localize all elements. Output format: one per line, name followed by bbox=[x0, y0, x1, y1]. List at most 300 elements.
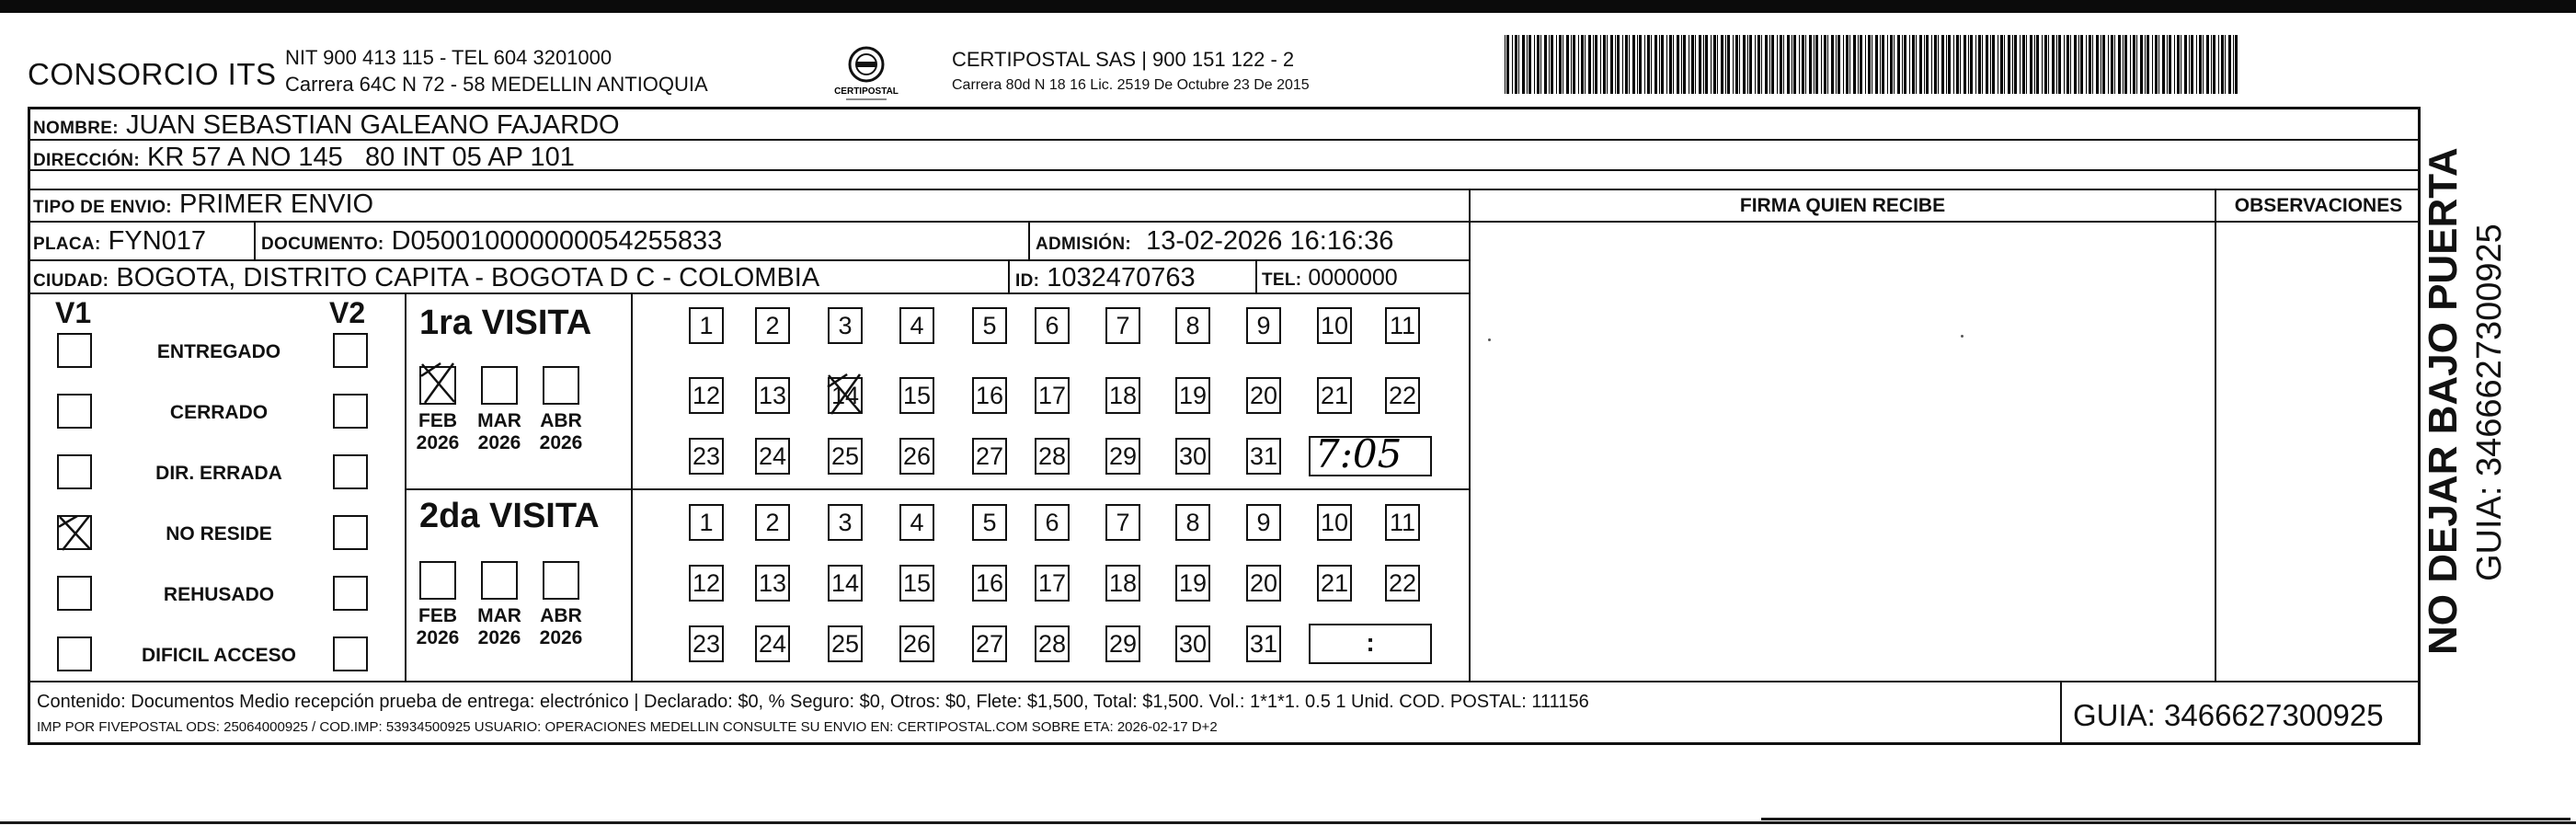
ciudad-value: BOGOTA, DISTRITO CAPITA - BOGOTA D C - COLOMBIA bbox=[116, 263, 820, 292]
second-visit-day: 14 bbox=[828, 565, 863, 602]
barcode-bar bbox=[1581, 35, 1584, 94]
certipostal-logo-icon bbox=[833, 42, 899, 105]
barcode-bar bbox=[2158, 35, 2159, 94]
barcode-bar bbox=[2130, 35, 2131, 94]
barcode-bar bbox=[1777, 35, 1778, 94]
barcode-bar bbox=[1890, 35, 1893, 94]
side-guia-number: GUIA: 3466627300925 bbox=[2470, 224, 2509, 581]
barcode-bar bbox=[2044, 35, 2047, 94]
barcode-bar bbox=[1849, 35, 1850, 94]
nombre-value: JUAN SEBASTIAN GALEANO FAJARDO bbox=[125, 110, 620, 140]
tipo-row bbox=[33, 191, 373, 218]
v1-checkbox bbox=[57, 454, 92, 489]
barcode-bar bbox=[1897, 35, 1900, 94]
barcode-bar bbox=[1882, 35, 1884, 94]
barcode-bar bbox=[1968, 35, 1969, 94]
bottom-rule-right bbox=[1761, 818, 2570, 820]
second-visit-day: 1 bbox=[689, 504, 724, 541]
barcode-bar bbox=[2225, 35, 2226, 94]
month-checkbox bbox=[419, 366, 456, 405]
barcode-bar bbox=[1659, 35, 1660, 94]
barcode-bar bbox=[1838, 35, 1840, 94]
barcode-bar bbox=[1771, 35, 1774, 94]
second-visit-day: 16 bbox=[972, 565, 1007, 602]
second-visit-day: 15 bbox=[899, 565, 934, 602]
barcode-bar bbox=[2133, 35, 2135, 94]
v2-checkbox bbox=[333, 333, 368, 368]
barcode-bar bbox=[1963, 35, 1966, 94]
v1-checkbox bbox=[57, 515, 92, 550]
nombre-label: NOMBRE: bbox=[33, 119, 119, 138]
barcode-bar bbox=[1622, 35, 1623, 94]
company-address: Carrera 64C N 72 - 58 MEDELLIN ANTIOQUIA bbox=[285, 73, 708, 96]
barcode-bar bbox=[1799, 35, 1800, 94]
direccion-value: KR 57 A NO 145 80 INT 05 AP 101 bbox=[147, 143, 575, 172]
barcode-bar bbox=[1637, 35, 1638, 94]
barcode-bar bbox=[1607, 35, 1608, 94]
month-label bbox=[472, 605, 527, 648]
barcode-bar bbox=[1924, 35, 1925, 94]
nombre-row bbox=[33, 112, 620, 139]
status-label: ENTREGADO bbox=[156, 341, 281, 362]
month-checkbox bbox=[543, 366, 579, 405]
second-visit-day: 28 bbox=[1035, 625, 1070, 662]
barcode-bar bbox=[1824, 35, 1826, 94]
barcode-bar bbox=[1739, 35, 1740, 94]
barcode-bar bbox=[1912, 35, 1915, 94]
barcode-bar bbox=[2191, 35, 2193, 94]
barcode-bar bbox=[1603, 35, 1606, 94]
placa-row bbox=[33, 228, 206, 255]
company-nit: NIT 900 413 115 - TEL 604 3201000 bbox=[285, 46, 613, 69]
barcode-bar bbox=[1904, 35, 1906, 94]
first-visit-day: 29 bbox=[1105, 438, 1140, 475]
barcode-bar bbox=[2114, 35, 2115, 94]
barcode-bar bbox=[1953, 35, 1954, 94]
first-visit-day: 19 bbox=[1175, 377, 1210, 414]
status-label: DIFICIL ACCESO bbox=[141, 645, 296, 666]
placa-value: FYN017 bbox=[108, 226, 207, 256]
barcode-bar bbox=[2136, 35, 2137, 94]
barcode-bar bbox=[1666, 35, 1667, 94]
barcode-bar bbox=[2014, 35, 2017, 94]
barcode-bar bbox=[1978, 35, 1981, 94]
month-name: FEB bbox=[418, 605, 457, 626]
barcode-bar bbox=[2152, 35, 2153, 94]
barcode-bar bbox=[1780, 35, 1782, 94]
barcode-bar bbox=[2123, 35, 2124, 94]
barcode-bar bbox=[1747, 35, 1748, 94]
barcode-bar bbox=[2048, 35, 2049, 94]
status-label: NO RESIDE bbox=[166, 523, 272, 545]
first-visit-day: 31 bbox=[1246, 438, 1281, 475]
barcode-bar bbox=[1868, 35, 1871, 94]
month-name: FEB bbox=[418, 410, 457, 431]
first-visit-day: 4 bbox=[899, 307, 934, 344]
barcode-bar bbox=[1600, 35, 1601, 94]
barcode-bar bbox=[1593, 35, 1594, 94]
first-visit-day: 23 bbox=[689, 438, 724, 475]
first-visit-day: 25 bbox=[828, 438, 863, 475]
barcode-bar bbox=[1814, 35, 1815, 94]
barcode-bar bbox=[1934, 35, 1937, 94]
barcode-bar bbox=[1512, 35, 1513, 94]
barcode-bar bbox=[1518, 35, 1519, 94]
observaciones-header: OBSERVACIONES bbox=[2234, 195, 2403, 216]
v2-checkbox bbox=[333, 454, 368, 489]
signature-dot bbox=[1488, 338, 1491, 341]
barcode-bar bbox=[1990, 35, 1991, 94]
barcode-bar bbox=[2096, 35, 2099, 94]
status-label: DIR. ERRADA bbox=[155, 463, 282, 484]
barcode-bar bbox=[2199, 35, 2202, 94]
bottom-rule bbox=[0, 821, 2576, 824]
barcode-bar bbox=[1827, 35, 1828, 94]
visit-time-box bbox=[1309, 436, 1432, 476]
v1-header: V1 bbox=[55, 296, 92, 329]
barcode-bar bbox=[1699, 35, 1701, 94]
v1-checkbox bbox=[57, 394, 92, 429]
month-label bbox=[410, 410, 465, 453]
tipo-value: PRIMER ENVIO bbox=[179, 189, 374, 219]
barcode-bar bbox=[2145, 35, 2146, 94]
month-year: 2026 bbox=[539, 626, 583, 648]
barcode-bar bbox=[2080, 35, 2083, 94]
guia-number: GUIA: 3466627300925 bbox=[2073, 698, 2384, 732]
barcode-bar bbox=[1506, 35, 1509, 94]
barcode-bar bbox=[1875, 35, 1878, 94]
barcode-bar bbox=[1721, 35, 1723, 94]
barcode-bar bbox=[1805, 35, 1806, 94]
barcode-bar bbox=[1639, 35, 1642, 94]
barcode-bar bbox=[2155, 35, 2158, 94]
barcode-bar bbox=[1975, 35, 1976, 94]
barcode-bar bbox=[1821, 35, 1822, 94]
id-row bbox=[1015, 265, 1196, 292]
second-visit-day: 31 bbox=[1246, 625, 1281, 662]
barcode-bar bbox=[2022, 35, 2025, 94]
barcode-bar bbox=[1571, 35, 1572, 94]
barcode-bar bbox=[1986, 35, 1988, 94]
first-visit-day: 12 bbox=[689, 377, 724, 414]
first-visit-day: 9 bbox=[1246, 307, 1281, 344]
barcode-bar bbox=[2118, 35, 2121, 94]
ciudad-label: CIUDAD: bbox=[33, 271, 109, 291]
barcode-bar bbox=[2000, 35, 2003, 94]
barcode-bar bbox=[1537, 35, 1540, 94]
barcode-bar bbox=[2206, 35, 2209, 94]
barcode-bar bbox=[1733, 35, 1734, 94]
barcode-bar bbox=[1556, 35, 1557, 94]
month-checkbox bbox=[481, 366, 518, 405]
barcode-bar bbox=[1926, 35, 1929, 94]
second-visit-day: 10 bbox=[1317, 504, 1352, 541]
id-label: ID: bbox=[1015, 271, 1040, 291]
barcode-bar bbox=[1505, 35, 1506, 94]
second-visit-day: 26 bbox=[899, 625, 934, 662]
barcode-bar bbox=[1761, 35, 1762, 94]
barcode-bar bbox=[1931, 35, 1932, 94]
barcode-bar bbox=[1534, 35, 1535, 94]
month-checkbox bbox=[481, 561, 518, 600]
barcode-bar bbox=[1595, 35, 1597, 94]
second-visit-day: 22 bbox=[1385, 565, 1420, 602]
logo-caption: CERTIPOSTAL bbox=[834, 86, 899, 97]
admision-row bbox=[1036, 228, 1393, 255]
month-name: ABR bbox=[540, 410, 582, 431]
barcode-bar bbox=[1960, 35, 1961, 94]
barcode-bar bbox=[1941, 35, 1944, 94]
barcode-bar bbox=[1970, 35, 1973, 94]
barcode-bar bbox=[1522, 35, 1525, 94]
barcode-bar bbox=[1809, 35, 1812, 94]
barcode-bar bbox=[1815, 35, 1818, 94]
month-label bbox=[472, 410, 527, 453]
barcode-bar bbox=[1559, 35, 1562, 94]
barcode-bar bbox=[2111, 35, 2113, 94]
signature-dot bbox=[1961, 335, 1963, 338]
barcode-bar bbox=[1735, 35, 1738, 94]
barcode-bar bbox=[2052, 35, 2055, 94]
barcode-bar bbox=[2074, 35, 2077, 94]
barcode-bar bbox=[2174, 35, 2175, 94]
barcode-bar bbox=[1843, 35, 1844, 94]
barcode-bar bbox=[2108, 35, 2109, 94]
month-year: 2026 bbox=[416, 626, 460, 648]
barcode-bar bbox=[1880, 35, 1881, 94]
barcode-bar bbox=[1982, 35, 1983, 94]
first-visit-day: 6 bbox=[1035, 307, 1070, 344]
second-visit-day: 11 bbox=[1385, 504, 1420, 541]
placa-label: PLACA: bbox=[33, 235, 101, 254]
first-visit-day: 30 bbox=[1175, 438, 1210, 475]
barcode-bar bbox=[1573, 35, 1575, 94]
second-visit-day: 18 bbox=[1105, 565, 1140, 602]
month-name: ABR bbox=[540, 605, 582, 626]
barcode-bar bbox=[2030, 35, 2032, 94]
barcode-bar bbox=[1916, 35, 1917, 94]
barcode-bar bbox=[1902, 35, 1903, 94]
barcode-bar bbox=[2233, 35, 2234, 94]
barcode-bar bbox=[1783, 35, 1784, 94]
barcode-bar bbox=[2058, 35, 2061, 94]
barcode-bar bbox=[1717, 35, 1718, 94]
no-dejar-bajo-puerta-warning: NO DEJAR BAJO PUERTA bbox=[2421, 147, 2466, 655]
barcode-bar bbox=[2020, 35, 2021, 94]
first-visit-day: 26 bbox=[899, 438, 934, 475]
tipo-label: TIPO DE ENVIO: bbox=[33, 198, 172, 217]
barcode-bar bbox=[1831, 35, 1834, 94]
barcode-bar bbox=[2078, 35, 2079, 94]
barcode-bar bbox=[1946, 35, 1947, 94]
barcode-bar bbox=[2184, 35, 2187, 94]
barcode-bar bbox=[1566, 35, 1569, 94]
v2-checkbox bbox=[333, 394, 368, 429]
second-visit-day: 23 bbox=[689, 625, 724, 662]
first-visit-day: 11 bbox=[1385, 307, 1420, 344]
first-visit-day: 18 bbox=[1105, 377, 1140, 414]
second-visit-day: 29 bbox=[1105, 625, 1140, 662]
barcode-bar bbox=[1617, 35, 1620, 94]
barcode-bar bbox=[2102, 35, 2105, 94]
month-checkbox bbox=[543, 561, 579, 600]
first-visit-day: 17 bbox=[1035, 377, 1070, 414]
first-visit-day: 21 bbox=[1317, 377, 1352, 414]
barcode-bar bbox=[1860, 35, 1862, 94]
admision-label: ADMISIÓN: bbox=[1036, 235, 1132, 254]
barcode-bar bbox=[2167, 35, 2168, 94]
barcode-bar bbox=[1540, 35, 1541, 94]
handwritten-time-text: 7:05 bbox=[1315, 431, 1402, 476]
barcode-bar bbox=[2124, 35, 2127, 94]
barcode-bar bbox=[2235, 35, 2238, 94]
barcode-bar bbox=[2228, 35, 2231, 94]
barcode-bar bbox=[1703, 35, 1704, 94]
barcode-bar bbox=[1677, 35, 1679, 94]
first-visit-day: 1 bbox=[689, 307, 724, 344]
barcode-bar bbox=[1647, 35, 1650, 94]
second-visit-day: 8 bbox=[1175, 504, 1210, 541]
barcode-bar bbox=[1669, 35, 1672, 94]
second-visit-day: 13 bbox=[755, 565, 790, 602]
v2-checkbox bbox=[333, 636, 368, 671]
first-visit-day: 24 bbox=[755, 438, 790, 475]
v1-checkbox bbox=[57, 333, 92, 368]
barcode-bar bbox=[2089, 35, 2091, 94]
first-visit-day: 16 bbox=[972, 377, 1007, 414]
barcode-bar bbox=[2169, 35, 2171, 94]
month-name: MAR bbox=[477, 605, 521, 626]
barcode-bar bbox=[1651, 35, 1652, 94]
first-visit-day: 27 bbox=[972, 438, 1007, 475]
barcode-bar bbox=[2147, 35, 2149, 94]
barcode-bar bbox=[1632, 35, 1635, 94]
barcode-bar bbox=[1743, 35, 1746, 94]
status-label: REHUSADO bbox=[163, 584, 275, 605]
first-visit-day: 14 bbox=[828, 377, 863, 414]
barcode-bar bbox=[1683, 35, 1686, 94]
barcode-bar bbox=[2070, 35, 2071, 94]
barcode-bar bbox=[1551, 35, 1553, 94]
second-visit-day: 19 bbox=[1175, 565, 1210, 602]
barcode-bar bbox=[2056, 35, 2057, 94]
id-value: 1032470763 bbox=[1047, 263, 1196, 292]
barcode-bar bbox=[2162, 35, 2165, 94]
second-visit-day: 9 bbox=[1246, 504, 1281, 541]
barcode-bar bbox=[2221, 35, 2224, 94]
barcode-bar bbox=[2064, 35, 2065, 94]
barcode-bar bbox=[1956, 35, 1959, 94]
documento-value: D050010000000054255833 bbox=[391, 226, 723, 256]
barcode-bar bbox=[1610, 35, 1613, 94]
barcode-bar bbox=[1858, 35, 1859, 94]
barcode-bar bbox=[1992, 35, 1995, 94]
barcode-bar bbox=[1836, 35, 1837, 94]
second-visit-day: 6 bbox=[1035, 504, 1070, 541]
barcode-bar bbox=[1894, 35, 1895, 94]
month-year: 2026 bbox=[477, 626, 521, 648]
barcode-bar bbox=[1755, 35, 1756, 94]
barcode-bar bbox=[1711, 35, 1712, 94]
barcode-bar bbox=[1853, 35, 1856, 94]
first-visit-day: 13 bbox=[755, 377, 790, 414]
barcode-bar bbox=[1578, 35, 1579, 94]
month-name: MAR bbox=[477, 410, 521, 431]
month-label bbox=[410, 605, 465, 648]
visit-time-box: : bbox=[1309, 624, 1432, 664]
first-visit-day: 5 bbox=[972, 307, 1007, 344]
print-info-line: IMP POR FIVEPOSTAL ODS: 25064000925 / COD.IMP: 53934500925 USUARIO: OPERACIONES MEDELLIN CONSULTE SU ENVIO EN: CERTIPOSTAL.COM SOBRE ETA: 2026-02-17 D+2 bbox=[37, 719, 1218, 735]
certipostal-address: Carrera 80d N 18 16 Lic. 2519 De Octubre 23 De 2015 bbox=[952, 77, 1310, 93]
barcode-bar bbox=[2218, 35, 2219, 94]
barcode-bar bbox=[2092, 35, 2093, 94]
company-name: CONSORCIO ITS bbox=[28, 57, 277, 91]
barcode-bar bbox=[1515, 35, 1517, 94]
month-checkbox bbox=[419, 561, 456, 600]
barcode-bar bbox=[1681, 35, 1682, 94]
month-year: 2026 bbox=[539, 431, 583, 453]
first-visit-day: 22 bbox=[1385, 377, 1420, 414]
v1-checkbox bbox=[57, 576, 92, 611]
month-year: 2026 bbox=[477, 431, 521, 453]
barcode-bar bbox=[2004, 35, 2005, 94]
firma-header: FIRMA QUIEN RECIBE bbox=[1739, 195, 1946, 216]
admision-value: 13-02-2026 16:16:36 bbox=[1146, 226, 1394, 256]
first-visit-title: 1ra VISITA bbox=[419, 304, 592, 342]
barcode-bar bbox=[2203, 35, 2204, 94]
contents-line: Contenido: Documentos Medio recepción prueba de entrega: electrónico | Declarado: $0, % Seguro: $0, Otros: $0, Flete: $1,500, Total: $1,500. Vol.: 1*1*1. 0.5 1 Unid. COD. POSTAL: 111156 bbox=[37, 692, 1589, 712]
barcode-bar bbox=[1695, 35, 1696, 94]
month-year: 2026 bbox=[416, 431, 460, 453]
first-visit-day: 7 bbox=[1105, 307, 1140, 344]
barcode-bar bbox=[1661, 35, 1664, 94]
barcode-bar bbox=[1644, 35, 1645, 94]
barcode-bar bbox=[2036, 35, 2039, 94]
barcode-bar bbox=[1654, 35, 1657, 94]
status-label: CERRADO bbox=[169, 402, 269, 423]
barcode-bar bbox=[1909, 35, 1910, 94]
certipostal-company: CERTIPOSTAL SAS | 900 151 122 - 2 bbox=[952, 48, 1295, 71]
top-edge-bar bbox=[0, 0, 2576, 13]
barcode-bar bbox=[1549, 35, 1550, 94]
barcode-bar bbox=[2067, 35, 2069, 94]
documento-row bbox=[261, 228, 722, 255]
barcode-bar bbox=[1919, 35, 1922, 94]
tracking-barcode bbox=[1505, 35, 2240, 94]
barcode-bar bbox=[1713, 35, 1716, 94]
v2-checkbox bbox=[333, 515, 368, 550]
first-visit-day: 8 bbox=[1175, 307, 1210, 344]
barcode-bar bbox=[1948, 35, 1951, 94]
barcode-bar bbox=[2012, 35, 2013, 94]
barcode-bar bbox=[2189, 35, 2190, 94]
barcode-bar bbox=[2008, 35, 2010, 94]
barcode-bar bbox=[1787, 35, 1790, 94]
documento-label: DOCUMENTO: bbox=[261, 235, 384, 254]
tel-row bbox=[1262, 267, 1398, 290]
barcode-bar bbox=[2211, 35, 2212, 94]
first-visit-day: 3 bbox=[828, 307, 863, 344]
barcode-bar bbox=[1757, 35, 1760, 94]
first-visit-day: 15 bbox=[899, 377, 934, 414]
second-visit-day: 2 bbox=[755, 504, 790, 541]
barcode-bar bbox=[1887, 35, 1888, 94]
barcode-bar bbox=[2177, 35, 2180, 94]
second-visit-day: 12 bbox=[689, 565, 724, 602]
barcode-bar bbox=[2042, 35, 2043, 94]
barcode-bar bbox=[2034, 35, 2035, 94]
first-visit-day: 28 bbox=[1035, 438, 1070, 475]
